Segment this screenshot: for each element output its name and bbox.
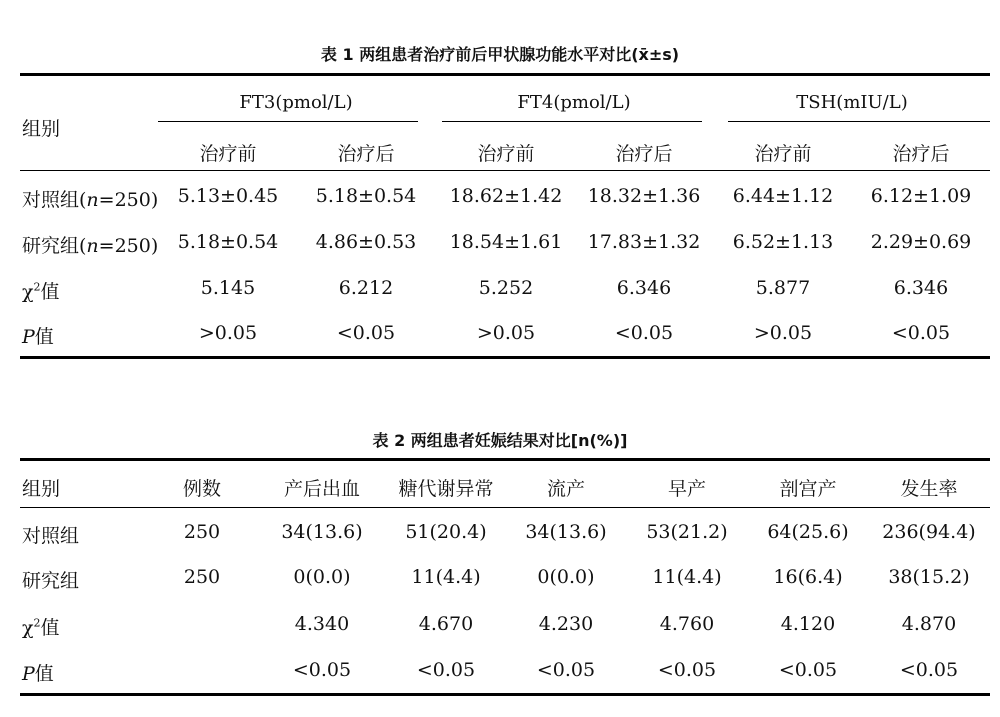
table2-cell: <0.05 — [899, 659, 959, 681]
table1-sub-header: 治疗前 — [199, 143, 257, 165]
table1-cell: 5.252 — [478, 277, 534, 299]
table2-cell: 11(4.4) — [411, 566, 481, 588]
table1-cell: 18.54±1.61 — [449, 231, 563, 253]
table1-cell: 17.83±1.32 — [587, 231, 701, 253]
table1-cell: 5.877 — [755, 277, 811, 299]
table2-row-label: 研究组 — [22, 570, 80, 592]
table2-header: 糖代谢异常 — [398, 478, 494, 500]
table1-sub-header: 治疗后 — [892, 143, 950, 165]
table2-cell: 4.340 — [294, 613, 350, 635]
table1-cell: 5.18±0.54 — [177, 231, 279, 253]
table1-tsh-underline — [728, 121, 990, 122]
table2-cell: 16(6.4) — [773, 566, 843, 588]
table1-cell: >0.05 — [198, 322, 258, 344]
table2-cell: 4.120 — [780, 613, 836, 635]
table2-cell: 4.870 — [901, 613, 957, 635]
table1-colgroup-tsh: TSH(mIU/L) — [796, 92, 908, 113]
table1-cell: 6.212 — [338, 277, 394, 299]
table1-sub-header: 治疗前 — [754, 143, 812, 165]
table1-row-label: 对照组(n=250) — [22, 189, 159, 211]
table2-header: 剖宫产 — [779, 478, 837, 500]
table2-cell: <0.05 — [292, 659, 352, 681]
table2-row-label: $\chi^2$值 — [22, 616, 60, 639]
table2-header-rule — [20, 507, 990, 508]
table1-group-header: 组别 — [22, 118, 61, 140]
table2-cell: 64(25.6) — [767, 521, 849, 543]
table2-cell: 0(0.0) — [537, 566, 595, 588]
table1-cell: 6.12±1.09 — [870, 185, 972, 207]
table2-cell: 34(13.6) — [281, 521, 363, 543]
table2-bottom-rule — [20, 693, 990, 696]
table2-cell: 0(0.0) — [293, 566, 351, 588]
table1-sub-header: 治疗后 — [615, 143, 673, 165]
table2-cell: 53(21.2) — [646, 521, 728, 543]
table1-cell: 18.32±1.36 — [587, 185, 701, 207]
table1-cell: 6.346 — [893, 277, 949, 299]
table2-caption: 表 2 两组患者妊娠结果对比[n(%)] — [372, 431, 628, 450]
table1-colgroup-ft3: FT3(pmol/L) — [239, 92, 353, 113]
table1-caption: 表 1 两组患者治疗前后甲状腺功能水平对比(x̄±s) — [320, 45, 680, 64]
table2-cell: <0.05 — [536, 659, 596, 681]
table1-cell: 6.346 — [616, 277, 672, 299]
table1-ft3-underline — [158, 121, 418, 122]
table1-cell: 18.62±1.42 — [449, 185, 563, 207]
table2-row-label: 对照组 — [22, 525, 80, 547]
table2-header: 产后出血 — [283, 478, 361, 500]
table2-cell: <0.05 — [416, 659, 476, 681]
table1-ft4-underline — [442, 121, 702, 122]
table2-header: 组别 — [22, 478, 61, 500]
table2-cell: <0.05 — [657, 659, 717, 681]
table1-cell: 4.86±0.53 — [315, 231, 417, 253]
table1-colgroup-ft4: FT4(pmol/L) — [517, 92, 631, 113]
table2-cell: 250 — [183, 521, 221, 543]
table1-cell: <0.05 — [891, 322, 951, 344]
table2-cell: <0.05 — [778, 659, 838, 681]
table2-cell: 11(4.4) — [652, 566, 722, 588]
table1-cell: >0.05 — [753, 322, 813, 344]
table1-cell: 5.145 — [200, 277, 256, 299]
table2-header: 发生率 — [900, 478, 958, 500]
table2-header: 早产 — [667, 478, 707, 500]
table1-cell: 6.44±1.12 — [732, 185, 834, 207]
table1-cell: <0.05 — [336, 322, 396, 344]
table1-cell: 6.52±1.13 — [732, 231, 834, 253]
table2-cell: 4.230 — [538, 613, 594, 635]
table2-cell: 34(13.6) — [525, 521, 607, 543]
table2-cell: 51(20.4) — [405, 521, 487, 543]
table1-cell: <0.05 — [614, 322, 674, 344]
table1-sub-header: 治疗后 — [337, 143, 395, 165]
table2-cell: 4.760 — [659, 613, 715, 635]
table2-header: 例数 — [182, 478, 222, 500]
table1-cell: >0.05 — [476, 322, 536, 344]
table1-header-rule — [20, 170, 990, 171]
table1-cell: 5.13±0.45 — [177, 185, 279, 207]
table1-cell: 2.29±0.69 — [870, 231, 972, 253]
table1-row-label: P值 — [22, 326, 54, 348]
table1-row-label: $\chi^2$值 — [22, 280, 60, 303]
table2-header: 流产 — [546, 478, 586, 500]
table2-cell: 250 — [183, 566, 221, 588]
table2-cell: 4.670 — [418, 613, 474, 635]
table1-row-label: 研究组(n=250) — [22, 235, 159, 257]
table1-sub-header: 治疗前 — [477, 143, 535, 165]
table2-cell: 38(15.2) — [888, 566, 970, 588]
table2-row-label: P值 — [22, 663, 54, 685]
table1-top-rule — [20, 73, 990, 76]
table1-bottom-rule — [20, 356, 990, 359]
table1-cell: 5.18±0.54 — [315, 185, 417, 207]
table2-cell: 236(94.4) — [882, 521, 976, 543]
table2-top-rule — [20, 458, 990, 461]
